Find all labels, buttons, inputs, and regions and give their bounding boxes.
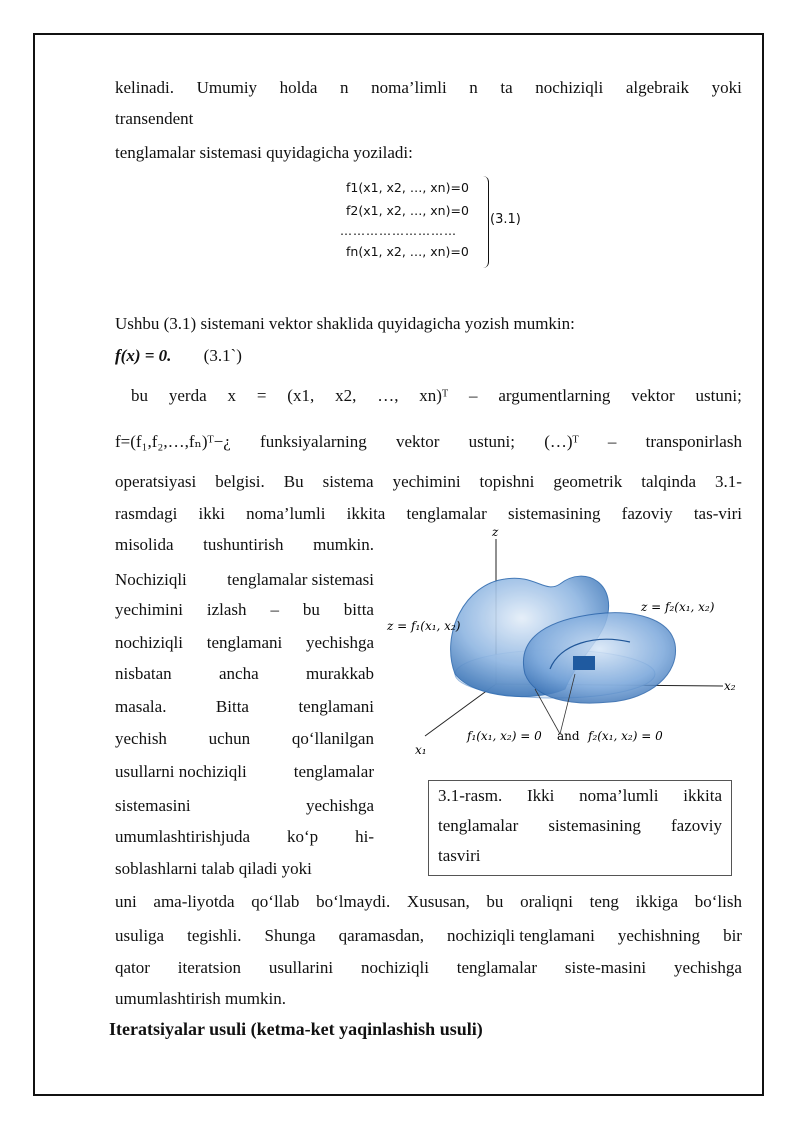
word: siste-masini xyxy=(564,958,647,977)
word: geometrik xyxy=(553,472,623,491)
word: bo‘lmaydi. xyxy=(316,892,391,911)
word: bu xyxy=(131,386,148,405)
word: ta xyxy=(500,78,513,97)
word: tegishli. xyxy=(187,926,242,945)
word: nochiziqli xyxy=(115,633,183,652)
left-column-line xyxy=(115,796,374,816)
p4-line xyxy=(115,892,742,912)
word: – xyxy=(607,432,617,451)
word: misolida xyxy=(115,535,174,554)
figure-caption xyxy=(428,780,732,876)
x2-axis-label: x₂ xyxy=(724,679,736,693)
left-column-line xyxy=(115,664,374,684)
solution-region xyxy=(573,656,595,670)
word: qo‘llanilgan xyxy=(291,729,374,748)
word: masala. xyxy=(115,697,167,716)
word: – xyxy=(270,600,279,619)
word: …, xyxy=(377,386,399,405)
word: tushuntirish xyxy=(203,535,284,554)
label-f2: z = f₂(x₁, x₂) xyxy=(641,600,715,614)
word: nochiziqli tenglamani xyxy=(447,926,595,945)
p4-line xyxy=(115,958,742,978)
word: x xyxy=(227,386,236,405)
word: uni xyxy=(115,892,137,911)
equation-system xyxy=(338,176,548,268)
word: funksiyalarning xyxy=(260,432,367,451)
word: Bu xyxy=(283,472,304,491)
word: kelinadi. xyxy=(115,78,175,97)
word: – xyxy=(468,386,478,405)
word: f=(f₁,f₂,…,fₙ)ᵀ−¿ xyxy=(115,432,231,451)
word: iteratsion xyxy=(177,958,242,977)
word: bitta xyxy=(343,600,374,619)
word: Umumiy xyxy=(196,78,258,97)
p2-formula-line xyxy=(115,346,742,366)
word: n xyxy=(340,78,349,97)
left-column-line xyxy=(115,762,374,782)
word: murakkab xyxy=(306,664,374,683)
word: (…)ᵀ xyxy=(544,432,579,451)
word: soblashlarni talab qiladi yoki xyxy=(115,859,312,878)
word: qator xyxy=(115,958,150,977)
word: 3.1-rasm. xyxy=(438,786,503,805)
equation-dots: ……………………… xyxy=(340,224,457,238)
word: nochiziqli xyxy=(360,958,429,977)
word: bu xyxy=(486,892,504,911)
left-column-line xyxy=(115,633,374,653)
word: ustuni; xyxy=(695,386,742,405)
word: oraliqni xyxy=(520,892,573,911)
word: yechishga xyxy=(306,633,374,652)
word: Ikki xyxy=(527,786,555,805)
word: uchun xyxy=(208,729,251,748)
word: fazoviy xyxy=(671,816,722,835)
word: tenglamalar xyxy=(456,958,538,977)
word: yechishga xyxy=(306,796,374,815)
p3-line2 xyxy=(115,432,742,452)
left-column-line xyxy=(115,827,374,847)
label-bottom-f1: f₁(x₁, x₂) = 0 xyxy=(467,729,542,743)
p1-line3: tenglamalar sistemasi quyidagicha yoziladi: xyxy=(115,143,413,162)
word: sistemasining xyxy=(507,504,601,523)
word: tasviri xyxy=(438,846,481,865)
word: bu xyxy=(302,600,320,619)
word: ikki xyxy=(198,504,225,523)
label-bottom-f2: f₂(x₁, x₂) = 0 xyxy=(588,729,663,743)
word: yoki xyxy=(711,78,742,97)
word: ustuni; xyxy=(468,432,515,451)
word: talqinda xyxy=(641,472,696,491)
caption-row-2 xyxy=(438,811,722,841)
word: tenglamalar xyxy=(293,762,374,781)
word: mumkin. xyxy=(313,535,374,554)
word: tenglamani xyxy=(206,633,283,652)
word: n xyxy=(469,78,478,97)
word: ancha xyxy=(219,664,259,683)
word: ko‘p xyxy=(286,827,319,846)
caption-row-1 xyxy=(438,781,722,811)
p3-line3 xyxy=(115,472,742,492)
word: yechimini xyxy=(115,600,183,619)
left-column-line xyxy=(115,697,374,717)
surface-figure xyxy=(385,524,745,759)
word: algebraik xyxy=(625,78,690,97)
word: usullarni nochiziqli xyxy=(115,762,247,781)
word: ama-liyotda xyxy=(153,892,235,911)
word: ikkita xyxy=(683,786,722,805)
word: ikkiga xyxy=(635,892,679,911)
vector-formula: f(x) = 0. xyxy=(115,346,172,365)
word: usuliga xyxy=(115,926,165,945)
word: holda xyxy=(279,78,318,97)
word: noma’lumli xyxy=(579,786,659,805)
word: yechimini xyxy=(392,472,461,491)
equation-row-2: f2(x1, x2, …, xn)=0 xyxy=(346,203,469,218)
word: sistemasining xyxy=(548,816,641,835)
p1-line1 xyxy=(115,78,742,98)
equation-brace xyxy=(480,176,489,268)
word: (x1, xyxy=(287,386,315,405)
left-column-line xyxy=(115,535,374,555)
equation-number: (3.1) xyxy=(490,212,521,227)
word: qo‘llab xyxy=(251,892,300,911)
word: Nochiziqli xyxy=(115,570,187,589)
word: bir xyxy=(723,926,742,945)
label-bottom-and: and xyxy=(557,729,580,743)
word: nochiziqli xyxy=(535,78,604,97)
p4-line xyxy=(115,989,742,1009)
word: umumlashtirish mumkin. xyxy=(115,989,286,1008)
label-f1: z = f₁(x₁, x₂) xyxy=(387,619,461,633)
vector-formula-number: (3.1`) xyxy=(203,346,242,365)
word: xn)ᵀ xyxy=(419,386,449,405)
word: fazoviy xyxy=(621,504,673,523)
word: umumlashtirishjuda xyxy=(115,827,251,846)
p2-line1: Ushbu (3.1) sistemani vektor shaklida quyidagicha yozish mumkin: xyxy=(115,314,575,333)
word: belgisi. xyxy=(215,472,265,491)
word: = xyxy=(256,386,267,405)
section-heading: Iteratsiyalar usuli (ketma-ket yaqinlashish usuli) xyxy=(109,1019,483,1039)
p3-line4 xyxy=(115,504,742,524)
word: hi- xyxy=(355,827,374,846)
word: qaramasdan, xyxy=(338,926,424,945)
word: bo‘lish xyxy=(694,892,742,911)
word: tas-viri xyxy=(693,504,742,523)
word: sistemasini xyxy=(115,796,191,815)
word: transponirlash xyxy=(645,432,742,451)
word: yechishga xyxy=(673,958,742,977)
word: yechishning xyxy=(617,926,701,945)
word: Xususan, xyxy=(406,892,470,911)
word: yechish xyxy=(115,729,167,748)
word: Shunga xyxy=(264,926,316,945)
word: tenglamalar xyxy=(438,816,519,835)
equation-row-1: f1(x1, x2, …, xn)=0 xyxy=(346,180,469,195)
equation-row-n: fn(x1, x2, …, xn)=0 xyxy=(346,244,469,259)
p3-line1 xyxy=(131,386,742,406)
word: topishni xyxy=(479,472,535,491)
word: tenglamalar sistemasi xyxy=(227,570,374,589)
word: tenglamani xyxy=(298,697,374,716)
caption-row-3 xyxy=(438,841,722,871)
word: noma’limli xyxy=(371,78,447,97)
p4-line xyxy=(115,926,742,946)
p1-line2: transendent xyxy=(115,109,194,128)
word: vektor xyxy=(395,432,440,451)
left-column-line xyxy=(115,729,374,749)
word: rasmdagi xyxy=(115,504,178,523)
word: teng xyxy=(589,892,619,911)
word: vektor xyxy=(631,386,675,405)
left-column-line xyxy=(115,600,374,620)
word: izlash xyxy=(206,600,247,619)
word: tenglamalar xyxy=(406,504,487,523)
word: Bitta xyxy=(215,697,249,716)
word: x2, xyxy=(335,386,357,405)
word: nisbatan xyxy=(115,664,172,683)
z-axis-label: z xyxy=(492,525,499,539)
left-column-line xyxy=(115,570,374,590)
word: sistema xyxy=(322,472,374,491)
word: yerda xyxy=(168,386,207,405)
word: usullarini xyxy=(268,958,334,977)
word: operatsiyasi xyxy=(115,472,197,491)
word: argumentlarning xyxy=(498,386,611,405)
word: ikkita xyxy=(346,504,386,523)
word: noma’lumli xyxy=(246,504,326,523)
left-column-line xyxy=(115,859,374,879)
word: 3.1- xyxy=(714,472,742,491)
x1-axis-label: x₁ xyxy=(415,743,427,757)
